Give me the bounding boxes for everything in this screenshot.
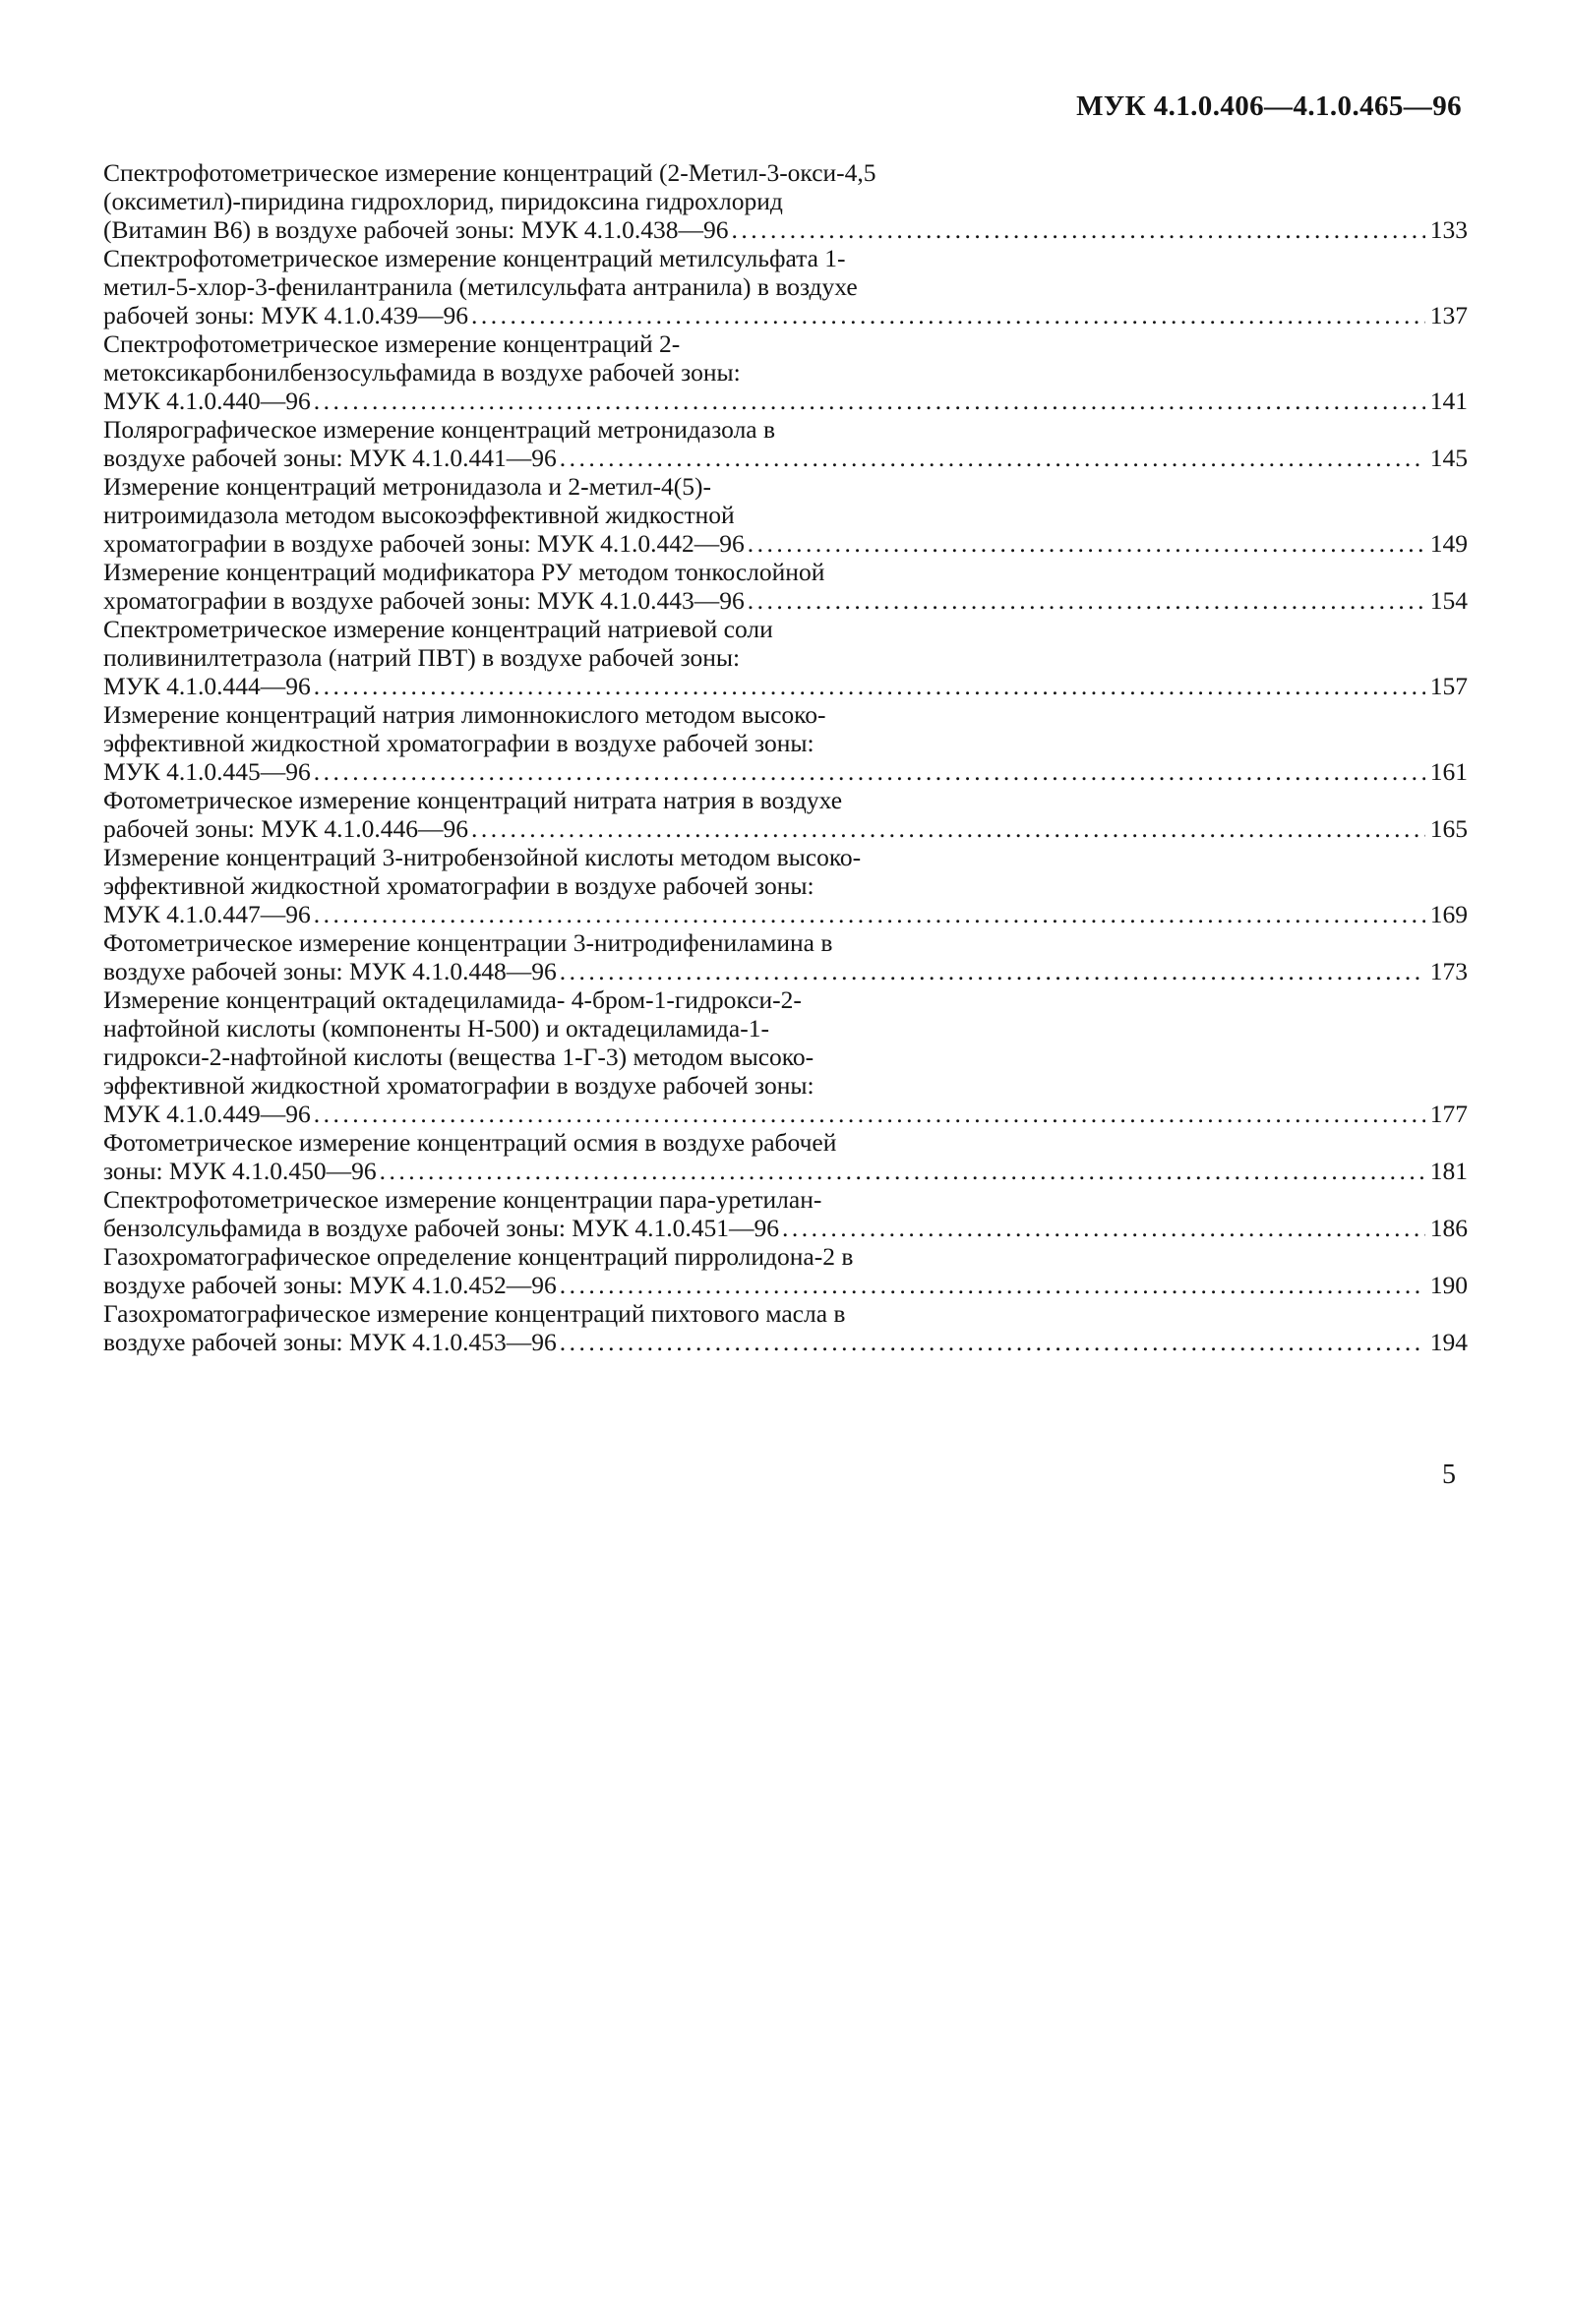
dot-leader xyxy=(731,215,1424,244)
dot-leader xyxy=(560,1328,1425,1356)
dot-leader xyxy=(314,672,1425,700)
toc-entry-title-text: Полярографическое измерение концентраций метронидазола в xyxy=(103,415,776,444)
dot-leader xyxy=(314,757,1425,786)
toc-line xyxy=(103,415,1468,444)
toc-entry-title-text: МУК 4.1.0.444—96 xyxy=(103,672,311,700)
toc-entry-title-text: Спектрофотометрическое измерение концентраций 2- xyxy=(103,329,681,358)
toc-page-number: 145 xyxy=(1429,444,1468,472)
dot-leader xyxy=(782,1214,1425,1242)
toc-entry xyxy=(103,472,1468,558)
toc-entry xyxy=(103,1185,1468,1242)
toc-line xyxy=(103,444,1468,472)
toc-line xyxy=(103,757,1468,786)
toc-entry-title-text: Измерение концентраций модификатора РУ методом тонкослойной xyxy=(103,558,825,586)
toc-entry-title-text: воздухе рабочей зоны: МУК 4.1.0.448—96 xyxy=(103,957,557,985)
toc-page-number: 165 xyxy=(1429,814,1468,843)
toc-entry-title-text: воздухе рабочей зоны: МУК 4.1.0.441—96 xyxy=(103,444,557,472)
toc-line xyxy=(103,1242,1468,1271)
toc-entry-title-text: Фотометрическое измерение концентраций нитрата натрия в воздухе xyxy=(103,786,843,814)
toc-entry-title-text: (оксиметил)-пиридина гидрохлорид, пиридоксина гидрохлорид xyxy=(103,187,783,215)
toc-entry-title-text: Фотометрическое измерение концентрации 3-нитродифениламина в xyxy=(103,928,833,957)
toc-entry-title-text: Спектрометрическое измерение концентраций натриевой соли xyxy=(103,615,773,643)
document-code-header: МУК 4.1.0.406—4.1.0.465—96 xyxy=(1076,90,1462,122)
page-number: 5 xyxy=(1442,1460,1456,1490)
toc-entry xyxy=(103,244,1468,329)
dot-leader xyxy=(748,586,1425,615)
toc-entry-title-text: Измерение концентраций метронидазола и 2-метил-4(5)- xyxy=(103,472,712,501)
toc-entry-title-text: гидрокси-2-нафтойной кислоты (вещества 1-Г-3) методом высоко- xyxy=(103,1043,815,1071)
toc-line xyxy=(103,272,1468,301)
toc-page-number: 169 xyxy=(1429,900,1468,928)
toc-entry-title-text: хроматографии в воздухе рабочей зоны: МУК 4.1.0.442—96 xyxy=(103,529,745,558)
dot-leader xyxy=(471,814,1425,843)
toc-line xyxy=(103,1128,1468,1157)
dot-leader xyxy=(560,957,1425,985)
toc-entry-title-text: МУК 4.1.0.449—96 xyxy=(103,1100,311,1128)
toc-entry-title-text: МУК 4.1.0.445—96 xyxy=(103,757,311,786)
toc-page-number: 177 xyxy=(1429,1100,1468,1128)
toc-line xyxy=(103,843,1468,871)
toc-line xyxy=(103,586,1468,615)
toc-entry-title-text: (Витамин В6) в воздухе рабочей зоны: МУК 4.1.0.438—96 xyxy=(103,215,729,244)
toc-line xyxy=(103,729,1468,757)
toc-page-number: 137 xyxy=(1429,301,1468,329)
dot-leader xyxy=(471,301,1425,329)
toc-entry-title-text: зоны: МУК 4.1.0.450—96 xyxy=(103,1157,377,1185)
toc-line xyxy=(103,158,1468,187)
toc-line xyxy=(103,928,1468,957)
dot-leader xyxy=(314,900,1425,928)
toc-line xyxy=(103,957,1468,985)
dot-leader xyxy=(748,529,1425,558)
toc-page-number: 173 xyxy=(1429,957,1468,985)
toc-page-number: 141 xyxy=(1429,387,1468,415)
toc-entry xyxy=(103,1299,1468,1356)
toc-entry-title-text: воздухе рабочей зоны: МУК 4.1.0.452—96 xyxy=(103,1271,557,1299)
dot-leader xyxy=(314,1100,1425,1128)
toc-entry-title-text: бензолсульфамида в воздухе рабочей зоны: МУК 4.1.0.451—96 xyxy=(103,1214,780,1242)
toc-entry-title-text: рабочей зоны: МУК 4.1.0.439—96 xyxy=(103,301,468,329)
toc-line xyxy=(103,700,1468,729)
toc-line xyxy=(103,529,1468,558)
toc-entry-title-text: воздухе рабочей зоны: МУК 4.1.0.453—96 xyxy=(103,1328,557,1356)
toc-entry-title-text: рабочей зоны: МУК 4.1.0.446—96 xyxy=(103,814,468,843)
toc-entry-title-text: Газохроматографическое определение концентраций пирролидона-2 в xyxy=(103,1242,854,1271)
toc-line xyxy=(103,244,1468,272)
toc-entry-title-text: метоксикарбонилбензосульфамида в воздухе рабочей зоны: xyxy=(103,358,741,387)
toc-line xyxy=(103,358,1468,387)
toc-line xyxy=(103,301,1468,329)
toc-entry xyxy=(103,558,1468,615)
toc-entry xyxy=(103,843,1468,928)
toc-page-number: 133 xyxy=(1429,215,1468,244)
toc-entry-title-text: эффективной жидкостной хроматографии в воздухе рабочей зоны: xyxy=(103,729,815,757)
toc-entry-title-text: Спектрофотометрическое измерение концентраций метилсульфата 1- xyxy=(103,244,846,272)
toc-entry-title-text: Спектрофотометрическое измерение концентраций (2-Метил-3-окси-4,5 xyxy=(103,158,876,187)
toc-line xyxy=(103,1185,1468,1214)
toc-page-number: 149 xyxy=(1429,529,1468,558)
toc-page-number: 154 xyxy=(1429,586,1468,615)
toc-line xyxy=(103,1157,1468,1185)
toc-line xyxy=(103,501,1468,529)
toc-line xyxy=(103,1328,1468,1356)
toc-page-number: 181 xyxy=(1429,1157,1468,1185)
toc-page-number: 186 xyxy=(1429,1214,1468,1242)
toc-line xyxy=(103,985,1468,1014)
toc-page-number: 157 xyxy=(1429,672,1468,700)
toc-line xyxy=(103,1014,1468,1043)
toc-entry xyxy=(103,615,1468,700)
toc-line xyxy=(103,643,1468,672)
toc-entry-title-text: МУК 4.1.0.447—96 xyxy=(103,900,311,928)
toc-line xyxy=(103,786,1468,814)
toc-line xyxy=(103,1100,1468,1128)
dot-leader xyxy=(380,1157,1425,1185)
dot-leader xyxy=(314,387,1425,415)
toc-page-number: 190 xyxy=(1429,1271,1468,1299)
toc-entry-title-text: эффективной жидкостной хроматографии в воздухе рабочей зоны: xyxy=(103,1071,815,1100)
toc-line xyxy=(103,672,1468,700)
toc-line xyxy=(103,329,1468,358)
toc-entry xyxy=(103,1242,1468,1299)
toc-line xyxy=(103,814,1468,843)
toc-line xyxy=(103,900,1468,928)
toc-entry-title-text: Измерение концентраций натрия лимоннокислого методом высоко- xyxy=(103,700,826,729)
toc-list xyxy=(103,158,1468,1356)
toc-entry-title-text: Газохроматографическое измерение концентраций пихтового масла в xyxy=(103,1299,846,1328)
toc-entry xyxy=(103,985,1468,1128)
toc-entry-title-text: Фотометрическое измерение концентраций осмия в воздухе рабочей xyxy=(103,1128,837,1157)
toc-line xyxy=(103,187,1468,215)
toc-entry-title-text: Измерение концентраций 3-нитробензойной кислоты методом высоко- xyxy=(103,843,862,871)
toc-line xyxy=(103,1071,1468,1100)
toc-entry xyxy=(103,415,1468,472)
toc-line xyxy=(103,1043,1468,1071)
toc-entry-title-text: нитроимидазола методом высокоэффективной жидкостной xyxy=(103,501,735,529)
toc-entry-title-text: Спектрофотометрическое измерение концентрации пара-уретилан- xyxy=(103,1185,822,1214)
toc-entry xyxy=(103,158,1468,244)
toc-entry-title-text: Измерение концентраций октадециламида- 4-бром-1-гидрокси-2- xyxy=(103,985,802,1014)
toc-line xyxy=(103,1271,1468,1299)
toc-page-number: 161 xyxy=(1429,757,1468,786)
toc-entry xyxy=(103,700,1468,786)
dot-leader xyxy=(560,1271,1425,1299)
toc-entry xyxy=(103,786,1468,843)
toc-line xyxy=(103,472,1468,501)
toc-entry-title-text: поливинилтетразола (натрий ПВТ) в воздухе рабочей зоны: xyxy=(103,643,741,672)
toc-line xyxy=(103,215,1468,244)
toc-line xyxy=(103,615,1468,643)
toc-entry xyxy=(103,1128,1468,1185)
toc-page-number: 194 xyxy=(1429,1328,1468,1356)
toc-entry-title-text: метил-5-хлор-3-фенилантранила (метилсульфата антранила) в воздухе xyxy=(103,272,858,301)
toc-line xyxy=(103,558,1468,586)
toc-entry-title-text: хроматографии в воздухе рабочей зоны: МУК 4.1.0.443—96 xyxy=(103,586,745,615)
toc-entry xyxy=(103,329,1468,415)
toc-entry-title-text: эффективной жидкостной хроматографии в воздухе рабочей зоны: xyxy=(103,871,815,900)
dot-leader xyxy=(560,444,1425,472)
toc-entry-title-text: МУК 4.1.0.440—96 xyxy=(103,387,311,415)
toc-line xyxy=(103,387,1468,415)
toc-line xyxy=(103,1214,1468,1242)
toc-line xyxy=(103,1299,1468,1328)
toc-line xyxy=(103,871,1468,900)
toc-entry-title-text: нафтойной кислоты (компоненты Н-500) и октадециламида-1- xyxy=(103,1014,769,1043)
toc-entry xyxy=(103,928,1468,985)
